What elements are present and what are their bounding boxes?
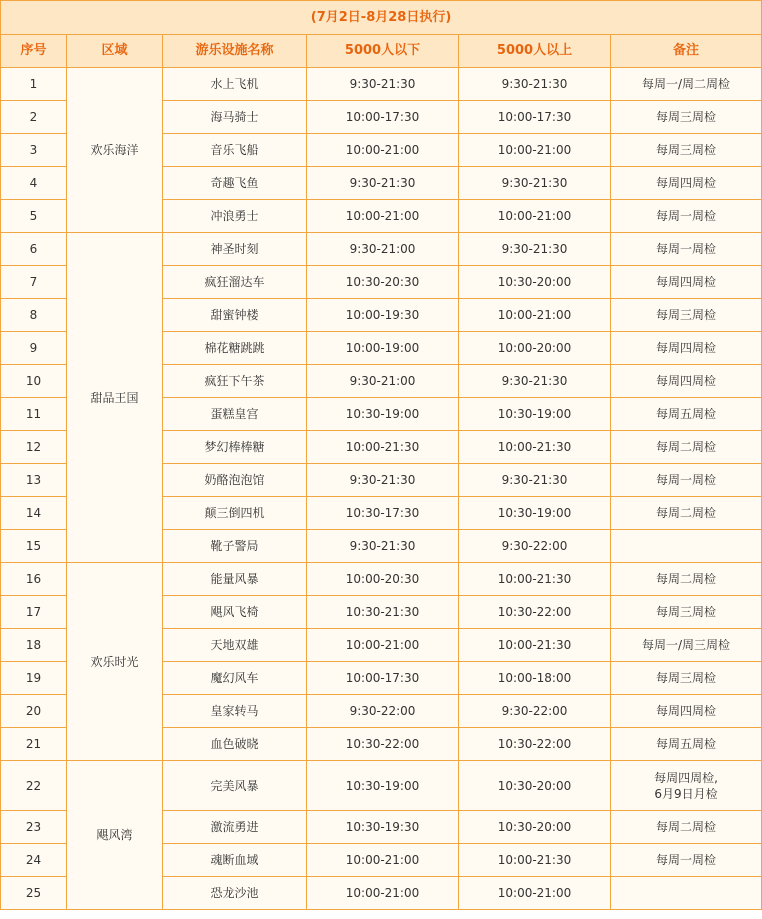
note-cell: 每周三周检 [611, 662, 762, 695]
row-number: 6 [1, 233, 67, 266]
hours-below-5000: 10:30-21:30 [307, 596, 459, 629]
facility-name: 完美风暴 [163, 761, 307, 811]
facility-name: 梦幻棒棒糖 [163, 431, 307, 464]
facility-name: 海马骑士 [163, 101, 307, 134]
zone-name: 飓风湾 [67, 761, 163, 910]
row-number: 16 [1, 563, 67, 596]
hours-above-5000: 10:00-18:00 [459, 662, 611, 695]
row-number: 14 [1, 497, 67, 530]
hours-below-5000: 9:30-21:30 [307, 167, 459, 200]
note-cell [611, 877, 762, 910]
hours-above-5000: 10:30-22:00 [459, 728, 611, 761]
note-cell: 每周四周检 [611, 365, 762, 398]
facility-name: 飓风飞椅 [163, 596, 307, 629]
note-cell: 每周四周检 [611, 167, 762, 200]
header-zone: 区域 [67, 35, 163, 68]
facility-name: 奶酪泡泡馆 [163, 464, 307, 497]
note-cell: 每周三周检 [611, 299, 762, 332]
hours-above-5000: 10:30-19:00 [459, 398, 611, 431]
zone-name: 欢乐时光 [67, 563, 163, 761]
facility-name: 疯狂溜达车 [163, 266, 307, 299]
hours-above-5000: 10:00-21:30 [459, 563, 611, 596]
row-number: 18 [1, 629, 67, 662]
header-no: 序号 [1, 35, 67, 68]
row-number: 15 [1, 530, 67, 563]
note-cell: 每周四周检 [611, 695, 762, 728]
row-number: 2 [1, 101, 67, 134]
hours-above-5000: 10:00-17:30 [459, 101, 611, 134]
hours-above-5000: 10:00-21:30 [459, 431, 611, 464]
zone-name: 甜品王国 [67, 233, 163, 563]
hours-above-5000: 9:30-22:00 [459, 695, 611, 728]
note-line: 每周四周检, [654, 770, 718, 785]
note-cell: 每周一/周三周检 [611, 629, 762, 662]
facility-name: 魔幻风车 [163, 662, 307, 695]
hours-above-5000: 10:30-20:00 [459, 761, 611, 811]
note-cell: 每周五周检 [611, 728, 762, 761]
table-row [1, 563, 762, 596]
header-below-5000: 5000人以下 [307, 35, 459, 68]
hours-below-5000: 10:00-21:30 [307, 431, 459, 464]
hours-above-5000: 10:00-21:30 [459, 844, 611, 877]
hours-below-5000: 10:00-17:30 [307, 662, 459, 695]
row-number: 7 [1, 266, 67, 299]
hours-above-5000: 10:00-21:00 [459, 877, 611, 910]
note-line: 6月9日月检 [654, 786, 718, 801]
note-cell: 每周二周检 [611, 811, 762, 844]
row-number: 19 [1, 662, 67, 695]
row-number: 17 [1, 596, 67, 629]
note-cell: 每周一周检 [611, 464, 762, 497]
row-number: 20 [1, 695, 67, 728]
hours-above-5000: 9:30-22:00 [459, 530, 611, 563]
hours-below-5000: 9:30-21:30 [307, 68, 459, 101]
row-number: 21 [1, 728, 67, 761]
facility-name: 天地双雄 [163, 629, 307, 662]
facility-name: 冲浪勇士 [163, 200, 307, 233]
hours-below-5000: 9:30-21:30 [307, 530, 459, 563]
hours-above-5000: 10:30-20:00 [459, 266, 611, 299]
facility-name: 奇趣飞鱼 [163, 167, 307, 200]
facility-name: 激流勇进 [163, 811, 307, 844]
hours-below-5000: 10:00-17:30 [307, 101, 459, 134]
hours-above-5000: 9:30-21:30 [459, 464, 611, 497]
hours-above-5000: 9:30-21:30 [459, 365, 611, 398]
caption-row [1, 1, 762, 35]
hours-below-5000: 10:30-19:00 [307, 761, 459, 811]
hours-above-5000: 10:00-21:00 [459, 134, 611, 167]
facility-name: 疯狂下午茶 [163, 365, 307, 398]
facility-name: 蛋糕皇宫 [163, 398, 307, 431]
hours-above-5000: 9:30-21:30 [459, 167, 611, 200]
row-number: 3 [1, 134, 67, 167]
hours-below-5000: 10:30-20:30 [307, 266, 459, 299]
hours-below-5000: 10:30-19:30 [307, 811, 459, 844]
hours-below-5000: 10:00-21:00 [307, 629, 459, 662]
hours-above-5000: 10:30-22:00 [459, 596, 611, 629]
header-facility: 游乐设施名称 [163, 35, 307, 68]
note-cell: 每周二周检 [611, 431, 762, 464]
row-number: 24 [1, 844, 67, 877]
row-number: 13 [1, 464, 67, 497]
hours-below-5000: 9:30-21:30 [307, 464, 459, 497]
row-number: 25 [1, 877, 67, 910]
facility-name: 皇家转马 [163, 695, 307, 728]
header-above-5000: 5000人以上 [459, 35, 611, 68]
row-number: 1 [1, 68, 67, 101]
hours-below-5000: 9:30-21:00 [307, 365, 459, 398]
table-body [1, 68, 762, 910]
hours-below-5000: 10:30-19:00 [307, 398, 459, 431]
facility-name: 音乐飞船 [163, 134, 307, 167]
facility-name: 血色破晓 [163, 728, 307, 761]
facility-name: 靴子警局 [163, 530, 307, 563]
row-number: 23 [1, 811, 67, 844]
note-cell: 每周一周检 [611, 233, 762, 266]
hours-above-5000: 10:30-20:00 [459, 811, 611, 844]
facility-name: 能量风暴 [163, 563, 307, 596]
hours-above-5000: 9:30-21:30 [459, 68, 611, 101]
facility-name: 恐龙沙池 [163, 877, 307, 910]
note-cell: 每周一周检 [611, 200, 762, 233]
table-caption: (7月2日-8月28日执行) [1, 1, 762, 35]
hours-below-5000: 10:00-21:00 [307, 134, 459, 167]
facility-name: 魂断血域 [163, 844, 307, 877]
hours-below-5000: 10:00-20:30 [307, 563, 459, 596]
hours-above-5000: 10:30-19:00 [459, 497, 611, 530]
hours-below-5000: 10:30-17:30 [307, 497, 459, 530]
row-number: 12 [1, 431, 67, 464]
note-cell: 每周四周检 [611, 266, 762, 299]
facility-name: 甜蜜钟楼 [163, 299, 307, 332]
facility-name: 水上飞机 [163, 68, 307, 101]
table-row [1, 233, 762, 266]
zone-name: 欢乐海洋 [67, 68, 163, 233]
facility-name: 神圣时刻 [163, 233, 307, 266]
note-cell: 每周三周检 [611, 134, 762, 167]
hours-below-5000: 10:00-21:00 [307, 844, 459, 877]
hours-above-5000: 10:00-21:00 [459, 299, 611, 332]
hours-below-5000: 10:00-21:00 [307, 877, 459, 910]
hours-above-5000: 10:00-21:30 [459, 629, 611, 662]
hours-above-5000: 10:00-20:00 [459, 332, 611, 365]
hours-below-5000: 9:30-22:00 [307, 695, 459, 728]
row-number: 9 [1, 332, 67, 365]
hours-below-5000: 10:30-22:00 [307, 728, 459, 761]
row-number: 5 [1, 200, 67, 233]
note-cell [611, 530, 762, 563]
hours-below-5000: 10:00-21:00 [307, 200, 459, 233]
note-cell: 每周二周检 [611, 563, 762, 596]
note-cell: 每周三周检 [611, 101, 762, 134]
note-cell: 每周一周检 [611, 844, 762, 877]
row-number: 22 [1, 761, 67, 811]
hours-above-5000: 10:00-21:00 [459, 200, 611, 233]
row-number: 11 [1, 398, 67, 431]
row-number: 8 [1, 299, 67, 332]
note-cell [611, 761, 762, 811]
facility-name: 颠三倒四机 [163, 497, 307, 530]
note-cell: 每周二周检 [611, 497, 762, 530]
hours-above-5000: 9:30-21:30 [459, 233, 611, 266]
note-cell: 每周五周检 [611, 398, 762, 431]
note-cell: 每周四周检 [611, 332, 762, 365]
hours-below-5000: 10:00-19:30 [307, 299, 459, 332]
hours-below-5000: 10:00-19:00 [307, 332, 459, 365]
row-number: 4 [1, 167, 67, 200]
header-note: 备注 [611, 35, 762, 68]
facility-name: 棉花糖跳跳 [163, 332, 307, 365]
table-row [1, 761, 762, 811]
table-row [1, 68, 762, 101]
row-number: 10 [1, 365, 67, 398]
note-cell: 每周一/周二周检 [611, 68, 762, 101]
note-cell: 每周三周检 [611, 596, 762, 629]
header-row [1, 35, 762, 68]
hours-below-5000: 9:30-21:00 [307, 233, 459, 266]
